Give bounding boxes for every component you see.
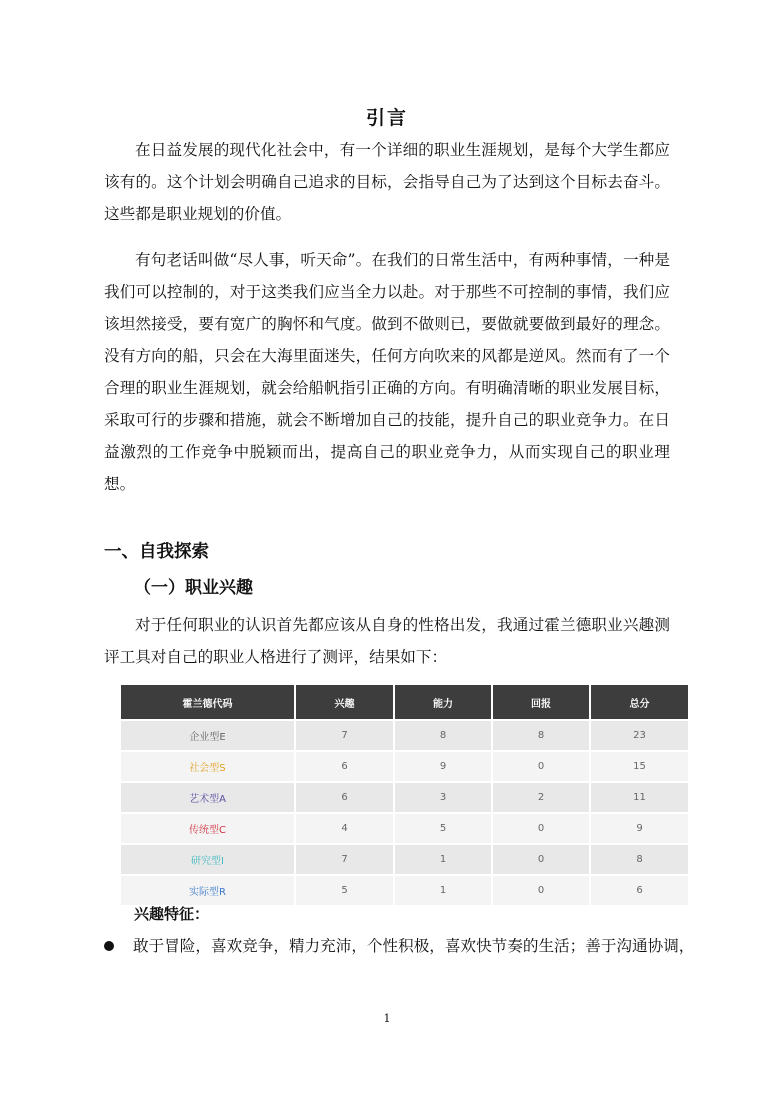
cell-reward: 0 [492, 813, 590, 844]
cell-ability: 1 [394, 844, 492, 875]
header-reward: 回报 [492, 685, 590, 720]
cell-interest: 7 [295, 844, 394, 875]
header-total: 总分 [590, 685, 688, 720]
intro-paragraph-1: 在日益发展的现代化社会中，有一个详细的职业生涯规划，是每个大学生都应该有的。这个计划会明确自己追求的目标，会指导自己为了达到这个目标去奋斗。这些都是职业规划的价值。 [104, 141, 670, 223]
list-item [104, 930, 695, 962]
holland-table [121, 685, 688, 905]
header-ability: 能力 [394, 685, 492, 720]
cell-interest: 7 [295, 720, 394, 751]
cell-interest: 5 [295, 875, 394, 905]
bullet-icon [104, 941, 114, 951]
subsection-heading-career-interest: （一）职业兴趣 [134, 578, 253, 598]
cell-total: 11 [590, 782, 688, 813]
table-row [121, 813, 688, 844]
cell-ability: 3 [394, 782, 492, 813]
cell-total: 6 [590, 875, 688, 905]
intro-paragraph-2: 有句老话叫做“尽人事，听天命”。在我们的日常生活中，有两种事情，一种是我们可以控制的，对于这类我们应当全力以赴。对于那些不可控制的事情，我们应该坦然接受，要有宽广的胸怀和气度。做到不做则已，要做就要做到最好的理念。没有方向的船，只会在大海里面迷失，任何方向吹来的风都是逆风。然而有了一个合理的职业生涯规划，就会给船帆指引正确的方向。有明确清晰的职业发展目标，采取可行的步骤和措施，就会不断增加自己的技能，提升自己的职业竞争力。在日益激烈的工作竞争中脱颖而出，提高自己的职业竞争力，从而实现自己的职业理想。 [104, 251, 670, 493]
cell-interest: 4 [295, 813, 394, 844]
cell-reward: 8 [492, 720, 590, 751]
cell-ability: 1 [394, 875, 492, 905]
page-number: 1 [383, 1012, 391, 1025]
cell-reward: 0 [492, 844, 590, 875]
header-interest: 兴趣 [295, 685, 394, 720]
header-holland-code: 霍兰德代码 [121, 685, 295, 720]
holland-code-table [121, 685, 688, 905]
cell-interest: 6 [295, 782, 394, 813]
cell-reward: 2 [492, 782, 590, 813]
cell-holland-code: 研究型I [121, 844, 295, 875]
cell-ability: 9 [394, 751, 492, 782]
cell-reward: 0 [492, 751, 590, 782]
traits-heading: 兴趣特征： [134, 905, 210, 923]
table-header-row [121, 685, 688, 720]
page-title: 引言 [365, 107, 408, 129]
table-row [121, 720, 688, 751]
cell-total: 23 [590, 720, 688, 751]
cell-reward: 0 [492, 875, 590, 905]
table-row [121, 844, 688, 875]
cell-total: 15 [590, 751, 688, 782]
cell-holland-code: 社会型S [121, 751, 295, 782]
assessment-paragraph: 对于任何职业的认识首先都应该从自身的性格出发，我通过霍兰德职业兴趣测评工具对自己的职业人格进行了测评，结果如下： [104, 616, 670, 666]
cell-ability: 5 [394, 813, 492, 844]
cell-total: 9 [590, 813, 688, 844]
cell-ability: 8 [394, 720, 492, 751]
cell-interest: 6 [295, 751, 394, 782]
cell-holland-code: 企业型E [121, 720, 295, 751]
table-row [121, 782, 688, 813]
cell-total: 8 [590, 844, 688, 875]
table-row [121, 751, 688, 782]
list-item-text: 敢于冒险，喜欢竞争，精力充沛，个性积极，喜欢快节奏的生活；善于沟通协调， [133, 937, 695, 955]
cell-holland-code: 艺术型A [121, 782, 295, 813]
cell-holland-code: 实际型R [121, 875, 295, 905]
section-heading-self-exploration: 一、自我探索 [104, 542, 209, 562]
cell-holland-code: 传统型C [121, 813, 295, 844]
